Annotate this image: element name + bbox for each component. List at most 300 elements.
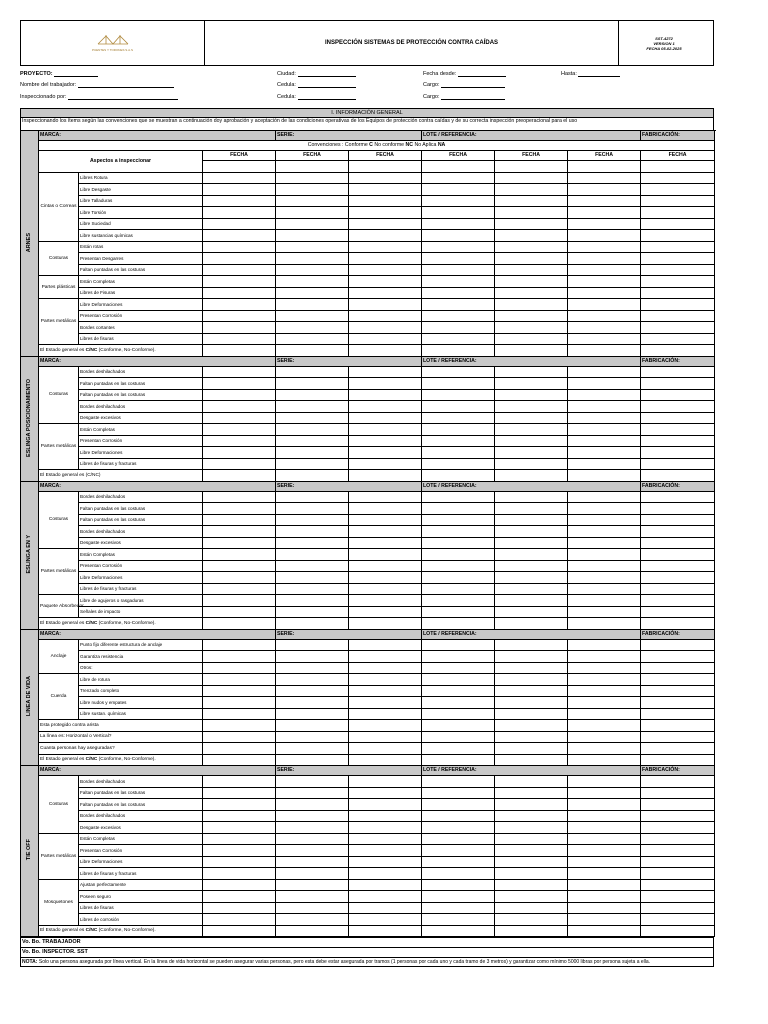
- estado-date-cell[interactable]: [349, 754, 422, 766]
- extra-date-cell[interactable]: [276, 743, 349, 755]
- item-date-cell[interactable]: [422, 891, 495, 903]
- item-date-cell[interactable]: [641, 447, 715, 459]
- estado-date-cell[interactable]: [495, 618, 568, 630]
- item-date-cell[interactable]: [495, 537, 568, 549]
- item-date-cell[interactable]: [641, 299, 715, 311]
- extra-date-cell[interactable]: [568, 720, 641, 732]
- item-date-cell[interactable]: [422, 491, 495, 503]
- estado-date-cell[interactable]: [568, 925, 641, 937]
- item-date-cell[interactable]: [203, 708, 276, 720]
- item-date-cell[interactable]: [495, 299, 568, 311]
- item-date-cell[interactable]: [641, 276, 715, 288]
- item-date-cell[interactable]: [495, 241, 568, 253]
- item-date-cell[interactable]: [349, 879, 422, 891]
- item-date-cell[interactable]: [641, 822, 715, 834]
- item-date-cell[interactable]: [276, 822, 349, 834]
- item-date-cell[interactable]: [568, 799, 641, 811]
- item-date-cell[interactable]: [276, 697, 349, 709]
- item-date-cell[interactable]: [422, 378, 495, 390]
- item-date-cell[interactable]: [641, 287, 715, 299]
- item-date-cell[interactable]: [495, 287, 568, 299]
- estado-date-cell[interactable]: [203, 470, 276, 482]
- item-date-cell[interactable]: [422, 822, 495, 834]
- item-date-cell[interactable]: [568, 447, 641, 459]
- estado-date-cell[interactable]: [276, 618, 349, 630]
- cargo-field-2[interactable]: [423, 94, 505, 100]
- item-date-cell[interactable]: [422, 560, 495, 572]
- item-date-cell[interactable]: [495, 549, 568, 561]
- estado-date-cell[interactable]: [568, 345, 641, 357]
- item-date-cell[interactable]: [641, 322, 715, 334]
- item-date-cell[interactable]: [422, 776, 495, 788]
- item-date-cell[interactable]: [276, 310, 349, 322]
- item-date-cell[interactable]: [641, 264, 715, 276]
- item-date-cell[interactable]: [276, 799, 349, 811]
- item-date-cell[interactable]: [422, 595, 495, 607]
- item-date-cell[interactable]: [349, 639, 422, 651]
- estado-date-cell[interactable]: [276, 345, 349, 357]
- item-date-cell[interactable]: [203, 674, 276, 686]
- item-date-cell[interactable]: [203, 218, 276, 230]
- item-date-cell[interactable]: [203, 310, 276, 322]
- extra-date-cell[interactable]: [276, 720, 349, 732]
- item-date-cell[interactable]: [568, 287, 641, 299]
- item-date-cell[interactable]: [349, 662, 422, 674]
- item-date-cell[interactable]: [568, 184, 641, 196]
- item-date-cell[interactable]: [203, 891, 276, 903]
- item-date-cell[interactable]: [276, 424, 349, 436]
- item-date-cell[interactable]: [495, 310, 568, 322]
- item-date-cell[interactable]: [568, 333, 641, 345]
- item-date-cell[interactable]: [203, 207, 276, 219]
- item-date-cell[interactable]: [276, 845, 349, 857]
- item-date-cell[interactable]: [276, 253, 349, 265]
- estado-date-cell[interactable]: [641, 754, 715, 766]
- item-date-cell[interactable]: [495, 389, 568, 401]
- item-date-cell[interactable]: [641, 799, 715, 811]
- item-date-cell[interactable]: [568, 662, 641, 674]
- item-date-cell[interactable]: [495, 526, 568, 538]
- item-date-cell[interactable]: [641, 879, 715, 891]
- item-date-cell[interactable]: [203, 184, 276, 196]
- item-date-cell[interactable]: [495, 856, 568, 868]
- item-date-cell[interactable]: [568, 412, 641, 424]
- item-date-cell[interactable]: [422, 241, 495, 253]
- item-date-cell[interactable]: [641, 537, 715, 549]
- item-date-cell[interactable]: [495, 401, 568, 413]
- estado-date-cell[interactable]: [641, 470, 715, 482]
- item-date-cell[interactable]: [203, 651, 276, 663]
- item-date-cell[interactable]: [568, 845, 641, 857]
- item-date-cell[interactable]: [422, 902, 495, 914]
- extra-date-cell[interactable]: [203, 720, 276, 732]
- item-date-cell[interactable]: [203, 583, 276, 595]
- item-date-cell[interactable]: [641, 560, 715, 572]
- item-date-cell[interactable]: [422, 503, 495, 515]
- fecha-value-cell[interactable]: [349, 161, 422, 173]
- estado-date-cell[interactable]: [276, 754, 349, 766]
- item-date-cell[interactable]: [203, 685, 276, 697]
- item-date-cell[interactable]: [641, 195, 715, 207]
- item-date-cell[interactable]: [568, 299, 641, 311]
- item-date-cell[interactable]: [349, 207, 422, 219]
- item-date-cell[interactable]: [422, 435, 495, 447]
- item-date-cell[interactable]: [203, 595, 276, 607]
- item-date-cell[interactable]: [203, 537, 276, 549]
- item-date-cell[interactable]: [568, 322, 641, 334]
- item-date-cell[interactable]: [495, 435, 568, 447]
- extra-date-cell[interactable]: [495, 720, 568, 732]
- estado-date-cell[interactable]: [568, 470, 641, 482]
- item-date-cell[interactable]: [495, 447, 568, 459]
- item-date-cell[interactable]: [203, 322, 276, 334]
- item-date-cell[interactable]: [568, 822, 641, 834]
- extra-date-cell[interactable]: [641, 720, 715, 732]
- item-date-cell[interactable]: [495, 787, 568, 799]
- item-date-cell[interactable]: [276, 685, 349, 697]
- item-date-cell[interactable]: [349, 845, 422, 857]
- item-date-cell[interactable]: [203, 503, 276, 515]
- extra-date-cell[interactable]: [203, 743, 276, 755]
- item-date-cell[interactable]: [349, 447, 422, 459]
- item-date-cell[interactable]: [495, 264, 568, 276]
- item-date-cell[interactable]: [568, 708, 641, 720]
- item-date-cell[interactable]: [349, 424, 422, 436]
- estado-date-cell[interactable]: [422, 754, 495, 766]
- estado-date-cell[interactable]: [422, 925, 495, 937]
- item-date-cell[interactable]: [422, 412, 495, 424]
- item-date-cell[interactable]: [422, 333, 495, 345]
- extra-date-cell[interactable]: [495, 743, 568, 755]
- item-date-cell[interactable]: [203, 856, 276, 868]
- item-date-cell[interactable]: [495, 458, 568, 470]
- item-date-cell[interactable]: [568, 230, 641, 242]
- item-date-cell[interactable]: [495, 595, 568, 607]
- item-date-cell[interactable]: [276, 230, 349, 242]
- item-date-cell[interactable]: [568, 891, 641, 903]
- item-date-cell[interactable]: [641, 253, 715, 265]
- item-date-cell[interactable]: [422, 583, 495, 595]
- item-date-cell[interactable]: [495, 184, 568, 196]
- item-date-cell[interactable]: [203, 526, 276, 538]
- item-date-cell[interactable]: [495, 560, 568, 572]
- item-date-cell[interactable]: [276, 299, 349, 311]
- item-date-cell[interactable]: [349, 310, 422, 322]
- item-date-cell[interactable]: [276, 639, 349, 651]
- extra-date-cell[interactable]: [349, 743, 422, 755]
- item-date-cell[interactable]: [568, 503, 641, 515]
- item-date-cell[interactable]: [422, 810, 495, 822]
- estado-date-cell[interactable]: [641, 925, 715, 937]
- item-date-cell[interactable]: [641, 810, 715, 822]
- item-date-cell[interactable]: [203, 276, 276, 288]
- item-date-cell[interactable]: [422, 833, 495, 845]
- item-date-cell[interactable]: [568, 435, 641, 447]
- estado-date-cell[interactable]: [203, 345, 276, 357]
- item-date-cell[interactable]: [422, 685, 495, 697]
- extra-date-cell[interactable]: [495, 731, 568, 743]
- item-date-cell[interactable]: [641, 856, 715, 868]
- item-date-cell[interactable]: [641, 514, 715, 526]
- estado-date-cell[interactable]: [568, 618, 641, 630]
- item-date-cell[interactable]: [422, 389, 495, 401]
- item-date-cell[interactable]: [641, 776, 715, 788]
- fecha-value-cell[interactable]: [422, 161, 495, 173]
- extra-date-cell[interactable]: [349, 731, 422, 743]
- item-date-cell[interactable]: [276, 172, 349, 184]
- estado-date-cell[interactable]: [276, 925, 349, 937]
- item-date-cell[interactable]: [641, 891, 715, 903]
- item-date-cell[interactable]: [495, 776, 568, 788]
- item-date-cell[interactable]: [495, 833, 568, 845]
- item-date-cell[interactable]: [422, 287, 495, 299]
- item-date-cell[interactable]: [568, 879, 641, 891]
- estado-date-cell[interactable]: [568, 754, 641, 766]
- item-date-cell[interactable]: [203, 424, 276, 436]
- item-date-cell[interactable]: [349, 856, 422, 868]
- item-date-cell[interactable]: [203, 549, 276, 561]
- item-date-cell[interactable]: [422, 184, 495, 196]
- item-date-cell[interactable]: [276, 207, 349, 219]
- trabajador-field[interactable]: [20, 82, 174, 88]
- item-date-cell[interactable]: [276, 378, 349, 390]
- item-date-cell[interactable]: [495, 606, 568, 618]
- item-date-cell[interactable]: [495, 697, 568, 709]
- item-date-cell[interactable]: [641, 458, 715, 470]
- item-date-cell[interactable]: [349, 902, 422, 914]
- item-date-cell[interactable]: [422, 253, 495, 265]
- item-date-cell[interactable]: [422, 606, 495, 618]
- item-date-cell[interactable]: [495, 822, 568, 834]
- item-date-cell[interactable]: [276, 195, 349, 207]
- item-date-cell[interactable]: [641, 845, 715, 857]
- item-date-cell[interactable]: [422, 424, 495, 436]
- item-date-cell[interactable]: [568, 572, 641, 584]
- item-date-cell[interactable]: [641, 184, 715, 196]
- item-date-cell[interactable]: [203, 902, 276, 914]
- item-date-cell[interactable]: [349, 560, 422, 572]
- item-date-cell[interactable]: [349, 389, 422, 401]
- item-date-cell[interactable]: [422, 310, 495, 322]
- item-date-cell[interactable]: [203, 833, 276, 845]
- item-date-cell[interactable]: [422, 639, 495, 651]
- item-date-cell[interactable]: [641, 685, 715, 697]
- item-date-cell[interactable]: [495, 810, 568, 822]
- item-date-cell[interactable]: [203, 366, 276, 378]
- item-date-cell[interactable]: [276, 868, 349, 880]
- inspeccionado-field[interactable]: [20, 94, 178, 100]
- item-date-cell[interactable]: [203, 264, 276, 276]
- item-date-cell[interactable]: [203, 914, 276, 926]
- item-date-cell[interactable]: [276, 401, 349, 413]
- item-date-cell[interactable]: [276, 583, 349, 595]
- item-date-cell[interactable]: [641, 526, 715, 538]
- item-date-cell[interactable]: [276, 662, 349, 674]
- item-date-cell[interactable]: [203, 435, 276, 447]
- item-date-cell[interactable]: [422, 697, 495, 709]
- item-date-cell[interactable]: [203, 172, 276, 184]
- item-date-cell[interactable]: [203, 822, 276, 834]
- item-date-cell[interactable]: [276, 914, 349, 926]
- item-date-cell[interactable]: [568, 810, 641, 822]
- item-date-cell[interactable]: [276, 674, 349, 686]
- item-date-cell[interactable]: [495, 514, 568, 526]
- item-date-cell[interactable]: [349, 914, 422, 926]
- fecha-value-cell[interactable]: [641, 161, 715, 173]
- item-date-cell[interactable]: [203, 195, 276, 207]
- item-date-cell[interactable]: [641, 412, 715, 424]
- extra-date-cell[interactable]: [641, 731, 715, 743]
- item-date-cell[interactable]: [422, 195, 495, 207]
- item-date-cell[interactable]: [349, 514, 422, 526]
- item-date-cell[interactable]: [422, 537, 495, 549]
- item-date-cell[interactable]: [203, 389, 276, 401]
- item-date-cell[interactable]: [349, 674, 422, 686]
- item-date-cell[interactable]: [641, 241, 715, 253]
- item-date-cell[interactable]: [422, 218, 495, 230]
- item-date-cell[interactable]: [349, 218, 422, 230]
- item-date-cell[interactable]: [495, 902, 568, 914]
- extra-date-cell[interactable]: [422, 720, 495, 732]
- item-date-cell[interactable]: [349, 526, 422, 538]
- item-date-cell[interactable]: [641, 503, 715, 515]
- item-date-cell[interactable]: [568, 685, 641, 697]
- item-date-cell[interactable]: [349, 651, 422, 663]
- item-date-cell[interactable]: [422, 708, 495, 720]
- item-date-cell[interactable]: [495, 674, 568, 686]
- item-date-cell[interactable]: [203, 697, 276, 709]
- item-date-cell[interactable]: [276, 833, 349, 845]
- item-date-cell[interactable]: [495, 651, 568, 663]
- fecha-value-cell[interactable]: [203, 161, 276, 173]
- item-date-cell[interactable]: [276, 537, 349, 549]
- item-date-cell[interactable]: [495, 253, 568, 265]
- item-date-cell[interactable]: [568, 172, 641, 184]
- item-date-cell[interactable]: [641, 572, 715, 584]
- item-date-cell[interactable]: [349, 891, 422, 903]
- item-date-cell[interactable]: [349, 697, 422, 709]
- item-date-cell[interactable]: [276, 606, 349, 618]
- item-date-cell[interactable]: [568, 856, 641, 868]
- item-date-cell[interactable]: [349, 537, 422, 549]
- item-date-cell[interactable]: [641, 491, 715, 503]
- cedula-field-1[interactable]: [277, 82, 356, 88]
- item-date-cell[interactable]: [568, 560, 641, 572]
- item-date-cell[interactable]: [568, 366, 641, 378]
- item-date-cell[interactable]: [276, 447, 349, 459]
- item-date-cell[interactable]: [495, 322, 568, 334]
- extra-date-cell[interactable]: [276, 731, 349, 743]
- item-date-cell[interactable]: [349, 299, 422, 311]
- item-date-cell[interactable]: [203, 879, 276, 891]
- item-date-cell[interactable]: [203, 401, 276, 413]
- item-date-cell[interactable]: [349, 366, 422, 378]
- estado-date-cell[interactable]: [422, 470, 495, 482]
- item-date-cell[interactable]: [422, 299, 495, 311]
- item-date-cell[interactable]: [349, 241, 422, 253]
- item-date-cell[interactable]: [349, 435, 422, 447]
- item-date-cell[interactable]: [203, 447, 276, 459]
- item-date-cell[interactable]: [495, 333, 568, 345]
- estado-date-cell[interactable]: [641, 618, 715, 630]
- item-date-cell[interactable]: [495, 172, 568, 184]
- item-date-cell[interactable]: [276, 287, 349, 299]
- item-date-cell[interactable]: [568, 583, 641, 595]
- item-date-cell[interactable]: [349, 606, 422, 618]
- ciudad-field[interactable]: [277, 71, 356, 77]
- item-date-cell[interactable]: [641, 401, 715, 413]
- item-date-cell[interactable]: [641, 424, 715, 436]
- item-date-cell[interactable]: [276, 879, 349, 891]
- item-date-cell[interactable]: [568, 241, 641, 253]
- item-date-cell[interactable]: [641, 230, 715, 242]
- item-date-cell[interactable]: [203, 572, 276, 584]
- item-date-cell[interactable]: [641, 389, 715, 401]
- item-date-cell[interactable]: [422, 799, 495, 811]
- estado-date-cell[interactable]: [495, 345, 568, 357]
- item-date-cell[interactable]: [422, 526, 495, 538]
- item-date-cell[interactable]: [641, 674, 715, 686]
- item-date-cell[interactable]: [641, 378, 715, 390]
- item-date-cell[interactable]: [568, 401, 641, 413]
- item-date-cell[interactable]: [422, 172, 495, 184]
- item-date-cell[interactable]: [568, 458, 641, 470]
- item-date-cell[interactable]: [349, 787, 422, 799]
- proyecto-field[interactable]: [20, 71, 98, 77]
- item-date-cell[interactable]: [422, 276, 495, 288]
- item-date-cell[interactable]: [568, 902, 641, 914]
- hasta-field[interactable]: [561, 71, 620, 77]
- extra-date-cell[interactable]: [568, 743, 641, 755]
- item-date-cell[interactable]: [568, 514, 641, 526]
- item-date-cell[interactable]: [349, 172, 422, 184]
- item-date-cell[interactable]: [495, 378, 568, 390]
- item-date-cell[interactable]: [276, 389, 349, 401]
- item-date-cell[interactable]: [568, 389, 641, 401]
- item-date-cell[interactable]: [349, 822, 422, 834]
- fecha-value-cell[interactable]: [495, 161, 568, 173]
- item-date-cell[interactable]: [349, 868, 422, 880]
- item-date-cell[interactable]: [422, 230, 495, 242]
- item-date-cell[interactable]: [203, 639, 276, 651]
- item-date-cell[interactable]: [641, 207, 715, 219]
- item-date-cell[interactable]: [349, 549, 422, 561]
- item-date-cell[interactable]: [203, 412, 276, 424]
- item-date-cell[interactable]: [276, 184, 349, 196]
- item-date-cell[interactable]: [349, 184, 422, 196]
- item-date-cell[interactable]: [349, 833, 422, 845]
- item-date-cell[interactable]: [349, 412, 422, 424]
- item-date-cell[interactable]: [349, 401, 422, 413]
- item-date-cell[interactable]: [422, 572, 495, 584]
- item-date-cell[interactable]: [422, 514, 495, 526]
- estado-date-cell[interactable]: [422, 345, 495, 357]
- item-date-cell[interactable]: [349, 333, 422, 345]
- item-date-cell[interactable]: [641, 708, 715, 720]
- extra-date-cell[interactable]: [568, 731, 641, 743]
- item-date-cell[interactable]: [203, 810, 276, 822]
- item-date-cell[interactable]: [276, 891, 349, 903]
- item-date-cell[interactable]: [276, 651, 349, 663]
- item-date-cell[interactable]: [203, 241, 276, 253]
- extra-date-cell[interactable]: [641, 743, 715, 755]
- item-date-cell[interactable]: [568, 606, 641, 618]
- item-date-cell[interactable]: [276, 595, 349, 607]
- item-date-cell[interactable]: [203, 458, 276, 470]
- item-date-cell[interactable]: [568, 787, 641, 799]
- item-date-cell[interactable]: [495, 639, 568, 651]
- item-date-cell[interactable]: [422, 914, 495, 926]
